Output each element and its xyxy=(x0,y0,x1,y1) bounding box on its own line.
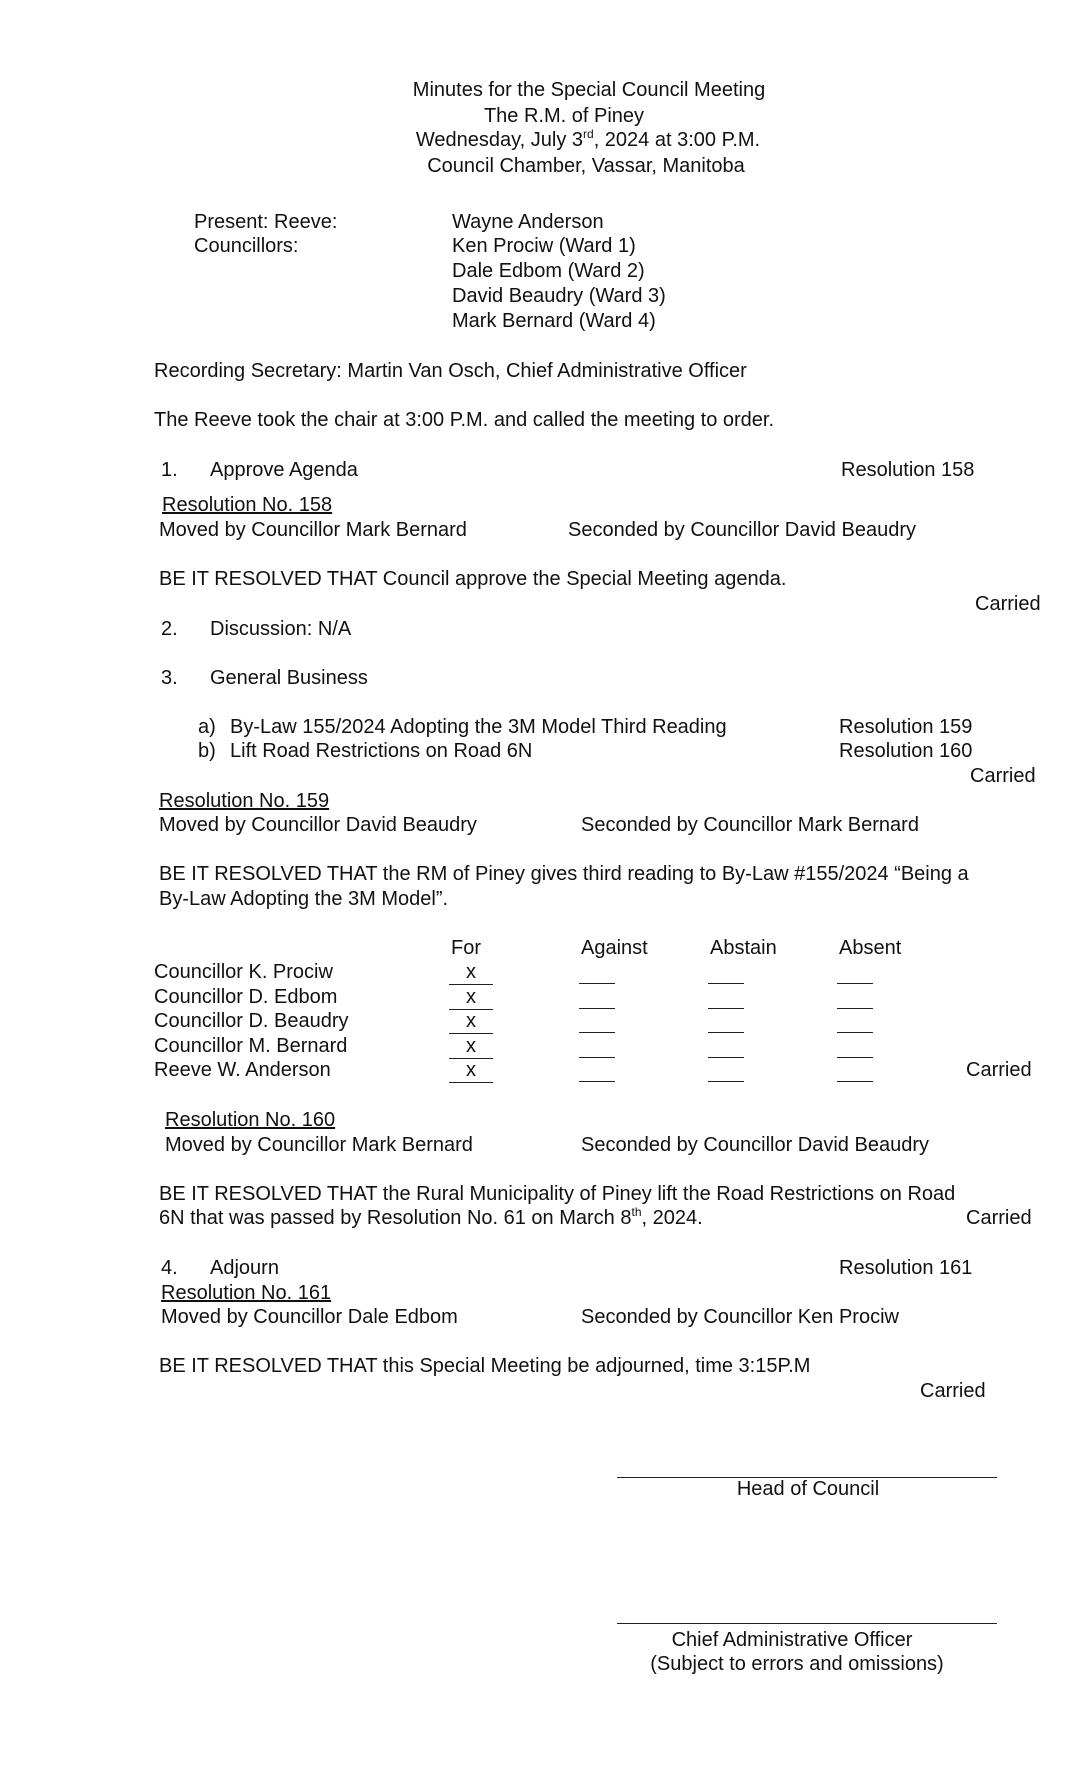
resolution-text: By-Law Adopting the 3M Model”. xyxy=(159,888,449,910)
item-title: Approve Agenda xyxy=(210,459,358,481)
seconded-by: Seconded by Councillor David Beaudry xyxy=(581,1134,929,1156)
moved-by: Moved by Councillor Mark Bernard xyxy=(159,519,467,541)
councillor-name: David Beaudry (Ward 3) xyxy=(452,285,666,307)
meeting-date: Wednesday, July 3rd, 2024 at 3:00 P.M. xyxy=(415,127,761,151)
signature-label-cao: Chief Administrative Officer xyxy=(671,1629,913,1651)
resolution-text: BE IT RESOLVED THAT Council approve the Special Meeting agenda. xyxy=(159,568,787,590)
vote-header-for: For xyxy=(451,937,481,959)
document-title: Minutes for the Special Council Meeting xyxy=(412,79,766,101)
resolution-text: BE IT RESOLVED THAT this Special Meeting be adjourned, time 3:15P.M xyxy=(159,1355,811,1377)
resolution-reference: Resolution 159 xyxy=(839,716,973,738)
vote-blank xyxy=(837,1032,873,1033)
municipality-name: The R.M. of Piney xyxy=(483,105,645,127)
vote-member-name: Councillor D. Beaudry xyxy=(154,1010,349,1032)
present-reeve-label: Present: Reeve: xyxy=(194,211,338,233)
resolution-text: BE IT RESOLVED THAT the RM of Piney gives third reading to By-Law #155/2024 “Being a xyxy=(159,863,969,885)
resolution-reference: Resolution 158 xyxy=(841,459,975,481)
item-title: Adjourn xyxy=(210,1257,279,1279)
resolution-reference: Resolution 161 xyxy=(839,1257,973,1279)
vote-for-mark: x xyxy=(449,960,493,985)
vote-blank xyxy=(837,983,873,984)
signature-line xyxy=(617,1623,997,1624)
vote-header-absent: Absent xyxy=(839,937,902,959)
vote-blank xyxy=(579,1081,615,1082)
item-number: 2. xyxy=(161,618,178,640)
resolution-heading: Resolution No. 158 xyxy=(162,494,333,516)
vote-member-name: Councillor K. Prociw xyxy=(154,961,333,983)
sub-item-text: Lift Road Restrictions on Road 6N xyxy=(230,740,533,762)
vote-blank xyxy=(579,983,615,984)
moved-by: Moved by Councillor Dale Edbom xyxy=(161,1306,458,1328)
seconded-by: Seconded by Councillor Ken Prociw xyxy=(581,1306,899,1328)
status-carried: Carried xyxy=(975,593,1041,615)
councillors-label: Councillors: xyxy=(194,235,299,257)
status-carried: Carried xyxy=(920,1380,986,1402)
vote-blank xyxy=(579,1008,615,1009)
vote-header-against: Against xyxy=(581,937,648,959)
signature-label-head-of-council: Head of Council xyxy=(736,1478,880,1500)
item-number: 4. xyxy=(161,1257,178,1279)
resolution-heading: Resolution No. 161 xyxy=(161,1282,332,1304)
resolution-heading: Resolution No. 160 xyxy=(165,1109,336,1131)
vote-header-abstain: Abstain xyxy=(710,937,777,959)
item-title: General Business xyxy=(210,667,368,689)
item-number: 3. xyxy=(161,667,178,689)
vote-for-mark: x xyxy=(449,985,493,1010)
meeting-location: Council Chamber, Vassar, Manitoba xyxy=(427,155,745,177)
vote-blank xyxy=(579,1057,615,1058)
vote-blank xyxy=(579,1032,615,1033)
vote-blank xyxy=(708,1032,744,1033)
vote-blank xyxy=(837,1057,873,1058)
item-title: Discussion: N/A xyxy=(210,618,352,640)
sub-item-text: By-Law 155/2024 Adopting the 3M Model Third Reading xyxy=(230,716,727,738)
reeve-name: Wayne Anderson xyxy=(452,211,604,233)
vote-blank xyxy=(837,1081,873,1082)
vote-member-name: Councillor D. Edbom xyxy=(154,986,338,1008)
sub-item-letter: b) xyxy=(198,740,216,762)
status-carried: Carried xyxy=(970,765,1036,787)
vote-for-mark: x xyxy=(449,1058,493,1083)
councillor-name: Dale Edbom (Ward 2) xyxy=(452,260,645,282)
vote-blank xyxy=(708,1008,744,1009)
vote-blank xyxy=(708,1057,744,1058)
recording-secretary: Recording Secretary: Martin Van Osch, Chief Administrative Officer xyxy=(154,360,747,382)
status-carried: Carried xyxy=(966,1207,1032,1229)
opening-statement: The Reeve took the chair at 3:00 P.M. and called the meeting to order. xyxy=(154,409,775,431)
status-carried: Carried xyxy=(966,1059,1032,1081)
vote-member-name: Councillor M. Bernard xyxy=(154,1035,348,1057)
moved-by: Moved by Councillor Mark Bernard xyxy=(165,1134,473,1156)
seconded-by: Seconded by Councillor David Beaudry xyxy=(568,519,916,541)
resolution-text: 6N that was passed by Resolution No. 61 on March 8th, 2024. xyxy=(159,1205,703,1229)
moved-by: Moved by Councillor David Beaudry xyxy=(159,814,477,836)
vote-member-name: Reeve W. Anderson xyxy=(154,1059,331,1081)
resolution-reference: Resolution 160 xyxy=(839,740,973,762)
resolution-text: BE IT RESOLVED THAT the Rural Municipality of Piney lift the Road Restrictions on Road xyxy=(159,1183,956,1205)
item-number: 1. xyxy=(161,459,178,481)
vote-blank xyxy=(708,983,744,984)
vote-blank xyxy=(708,1081,744,1082)
resolution-heading: Resolution No. 159 xyxy=(159,790,330,812)
vote-blank xyxy=(837,1008,873,1009)
vote-for-mark: x xyxy=(449,1009,493,1034)
sub-item-letter: a) xyxy=(198,716,216,738)
disclaimer: (Subject to errors and omissions) xyxy=(650,1653,944,1675)
seconded-by: Seconded by Councillor Mark Bernard xyxy=(581,814,919,836)
vote-for-mark: x xyxy=(449,1034,493,1059)
councillor-name: Mark Bernard (Ward 4) xyxy=(452,310,656,332)
councillor-name: Ken Prociw (Ward 1) xyxy=(452,235,636,257)
